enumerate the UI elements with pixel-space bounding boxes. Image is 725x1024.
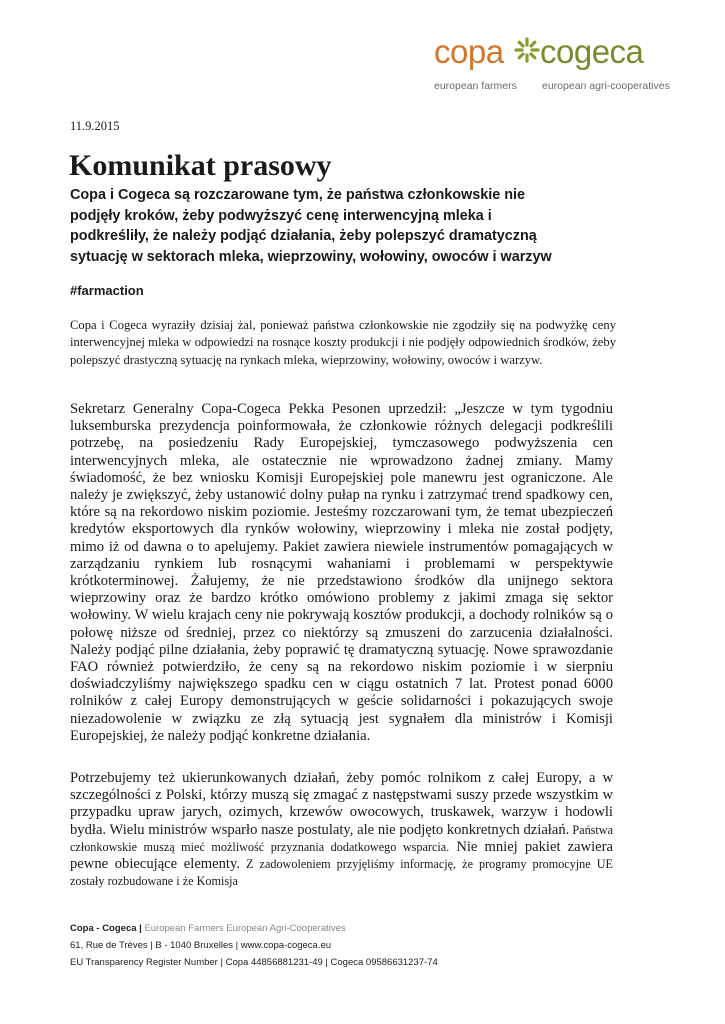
press-release-subtitle: Copa i Cogeca są rozczarowane tym, że państwa członkowskie nie podjęły kroków, żeby podwyższyć cenę interwencyjną mleka i podkreśliły, że należy podjąć działania, żeby polepszyć dramatyczną sytuację w sektorach mleka, wieprzowiny, wołowiny, owoców i warzyw xyxy=(70,187,552,265)
footer-register-number: EU Transparency Register Number | Copa 44856881231-49 | Cogeca 09586631237-74 xyxy=(70,957,438,968)
footer-separator: | xyxy=(136,923,145,934)
footer-org-description: European Farmers European Agri-Cooperatives xyxy=(144,923,346,934)
lead-paragraph: Copa i Cogeca wyraziły dzisiaj żal, ponieważ państwa członkowskie nie zgodziły się na podwyżkę ceny interwencyjnej mleka w odpowiedzi na rosnące koszty produkcji i nie podjęły odpowiednich środków, żeby polepszyć drastyczną sytuację na rynkach mleka, wieprzowiny, wołowiny, owoców i warzyw. xyxy=(70,318,616,367)
body-text-part-1: Potrzebujemy też ukierunkowanych działań, żeby pomóc rolnikom z całej Europy, a w szczególności z Polski, którzy muszą się zmagać z następstwami suszy przede wszystkim w przypadku upraw jarych, ozimych, krzewów owocowych, truskawek, warzyw i hodowli bydła. Wielu ministrów wsparło nasze postulaty, ale nie podjęto konkretnych działań. xyxy=(70,770,613,838)
logo-tagline-farmers: european farmers xyxy=(434,80,517,92)
press-release-date: 11.9.2015 xyxy=(70,119,120,133)
logo-copa-text: copa xyxy=(434,33,504,70)
logo-tagline-cooperatives: european agri-cooperatives xyxy=(542,80,670,92)
body-paragraph-support xyxy=(70,770,613,890)
footer xyxy=(70,920,670,971)
copa-cogeca-logo xyxy=(434,34,674,96)
footer-org-name: Copa - Cogeca xyxy=(70,923,137,934)
footer-org-line xyxy=(70,920,670,937)
footer-address: 61, Rue de Trèves | B - 1040 Bruxelles | www.copa-cogeca.eu xyxy=(70,940,332,951)
body-text-part-4: Z zadowoleniem przyjęliśmy informację, że programy promocyjne UE zostały rozbudowane i że Komisja xyxy=(70,857,613,889)
logo-cogeca-text: cogeca xyxy=(540,33,644,70)
page-title: Komunikat prasowy xyxy=(69,149,332,182)
body-paragraph-quote: Sekretarz Generalny Copa-Cogeca Pekka Pesonen uprzedził: „Jeszcze w tym tygodniu luksemburska prezydencja poinformowała, że członkowie różnych delegacji podkreślili potrzebę, na posiedzeniu Rady Europejskiej, tymczasowego podwyższenia cen interwencyjnych mleka, ale ostatecznie nie wprowadzono żadnej zmiany. Mamy świadomość, że bez wniosku Komisji Europejskiej pole manewru jest ograniczone. Ale należy je zwiększyć, żeby ustanowić dolny pułap na rynku i zatrzymać trend spadkowy cen, które są na rekordowo niskim poziomie. Jesteśmy rozczarowani tym, że temat ubezpieczeń kredytów eksportowych dla rynków wołowiny, wieprzowiny i mleka nie został podjęty, mimo iż od dawna o to apelujemy. Pakiet zawiera niewiele instrumentów pomagających w zarządzaniu rynkiem lub rosnącymi wahaniami i problemami w perspektywie krótkoterminowej. Żałujemy, że nie przedstawiono środków dla unijnego sektora wieprzowiny oraz że bardzo krótko omówiono problemy z jakimi zmaga się sektor wołowiny. W wielu krajach ceny nie pokrywają kosztów produkcji, a dochody rolników są o połowę niższe od średniej, przez co niektórzy są zmuszeni do zarzucenia działalności. Należy podjąć pilne działania, żeby poprawić tę dramatyczną sytuację. Nowe sprawozdanie FAO również potwierdziło, że ceny są na rekordowo niskim poziomie i w sierpniu doświadczyliśmy największego spadku cen w ciągu ostatnich 7 lat. Protest ponad 6000 rolników z całej Europy demonstrujących w geście solidarności i pokazujących swoje niezadowolenie w związku ze złą sytuacją jest sygnałem dla ministrów i Komisji Europejskiej, że należy podjąć konkretne działania. xyxy=(70,401,613,744)
body-text-part-2: Państwa członkowskie muszą mieć możliwość przyznania dodatkowego wsparcia. xyxy=(70,822,614,854)
sun-star-icon xyxy=(513,36,541,64)
hashtag: #farmaction xyxy=(70,283,144,298)
body-text-part-3: Nie mniej pakiet zawiera pewne obiecujące elementy. xyxy=(70,838,613,873)
